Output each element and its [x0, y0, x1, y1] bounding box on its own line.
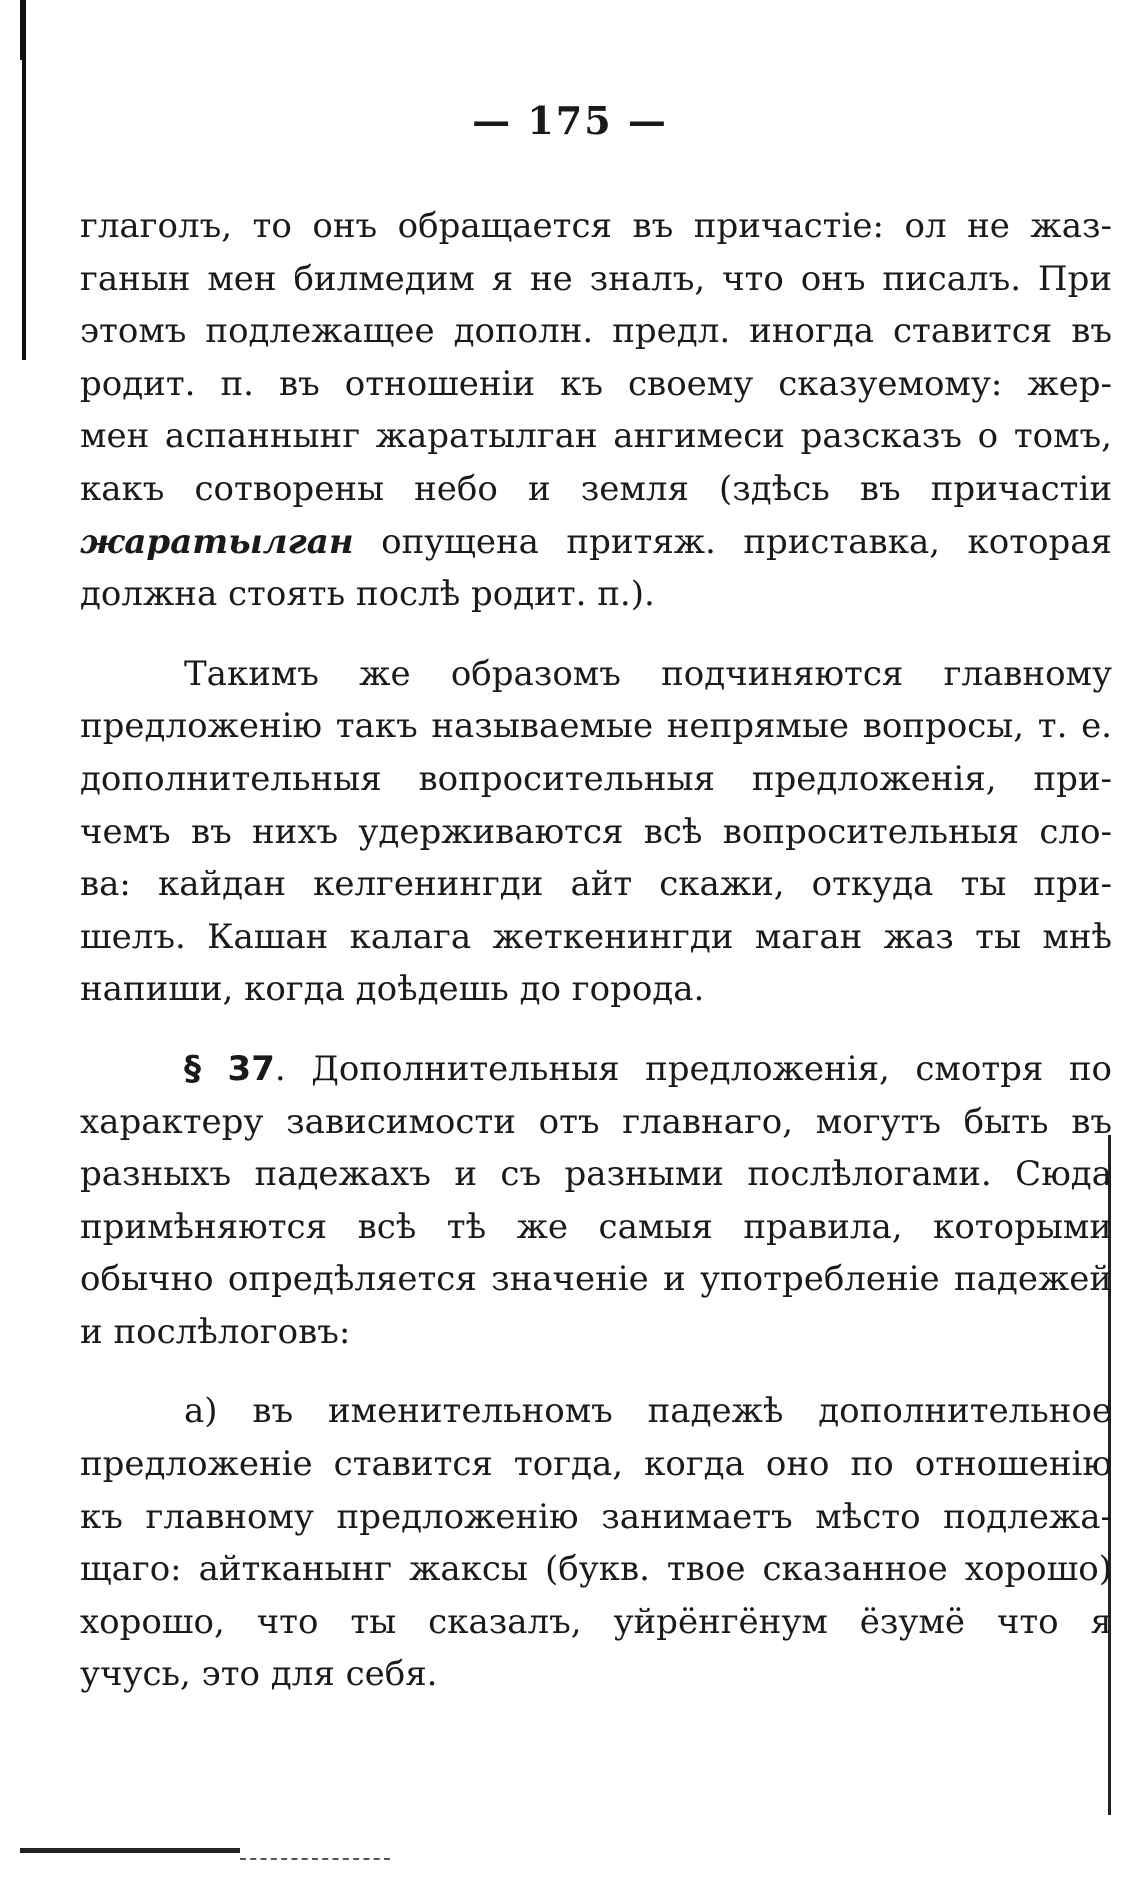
text-line: къ главному предложенію занимаетъ мѣсто подлежа-: [80, 1496, 1112, 1537]
italic-word: жаратылган: [80, 521, 354, 562]
paragraph-4: [80, 1385, 1112, 1701]
text-line: должна стоять послѣ родит. п.).: [80, 574, 655, 615]
text-span: . Дополнительныя предложенія, смотря по: [274, 1048, 1112, 1089]
text-line: мен аспаннынг жаратылган ангимеси разсказъ о томъ,: [80, 416, 1112, 457]
text-line: обычно опредѣляется значеніе и употребленіе падежей: [80, 1259, 1112, 1300]
text-line: характеру зависимости отъ главнаго, могутъ быть въ: [80, 1101, 1112, 1142]
text-line: глаголъ, то онъ обращается въ причастіе: ол не жаз-: [80, 206, 1112, 246]
text-line: дополнительныя вопросительныя предложенія, при-: [80, 758, 1112, 799]
scan-bottom-dots: [240, 1858, 390, 1860]
text-line: чемъ въ нихъ удерживаются всѣ вопросительныя сло-: [80, 811, 1112, 852]
scan-edge-left: [22, 0, 26, 360]
paragraph-3: [80, 1043, 1112, 1359]
text-line: напиши, когда доѣдешь до города.: [80, 969, 705, 1010]
text-line: учусь, это для себя.: [80, 1654, 438, 1695]
text-line: ганын мен билмедим я не зналъ, что онъ писалъ. При: [80, 258, 1112, 299]
text-line: [80, 516, 1112, 569]
section-mark: § 37: [184, 1048, 275, 1089]
text-line: шелъ. Кашан калага жеткенингди маган жаз ты мнѣ: [80, 916, 1112, 957]
text-line: щаго: айтканынг жаксы (букв. твое сказанное хорошо): [80, 1549, 1112, 1590]
text-line: Такимъ же образомъ подчиняются главному: [184, 653, 1112, 694]
text-line: ва: кайдан келгенингди айт скажи, откуда ты при-: [80, 864, 1112, 905]
text-line: какъ сотворены небо и земля (здѣсь въ причастіи: [80, 468, 1112, 509]
text-line: предложенію такъ называемые непрямые вопросы, т. е.: [80, 706, 1112, 747]
scan-bottom-smudge: [20, 1848, 240, 1853]
text-line: [80, 1043, 1112, 1096]
page-number: — 175 —: [472, 98, 668, 143]
text-line: разныхъ падежахъ и съ разными послѣлогами. Сюда: [80, 1154, 1112, 1195]
text-line: примѣняются всѣ тѣ же самыя правила, которыми: [80, 1206, 1112, 1247]
text-line: а) въ именительномъ падежѣ дополнительное: [184, 1391, 1112, 1432]
text-line: предложеніе ставится тогда, когда оно по отношенію: [80, 1444, 1112, 1485]
text-line: родит. п. въ отношеніи къ своему сказуемому: жер-: [80, 363, 1112, 404]
text-span: опущена притяж. приставка, которая: [381, 521, 1112, 562]
text-line: и послѣлоговъ:: [80, 1311, 351, 1352]
paragraph-2: [80, 648, 1112, 1016]
text-line: этомъ подлежащее дополн. предл. иногда ставится въ: [80, 311, 1112, 352]
scan-edge-left-mark: [20, 0, 22, 60]
paragraph-1: [80, 200, 1112, 621]
text-line: хорошо, что ты сказалъ, уйрёнгёнум ёзумё что я: [80, 1601, 1112, 1642]
body-text: [80, 200, 1112, 1701]
